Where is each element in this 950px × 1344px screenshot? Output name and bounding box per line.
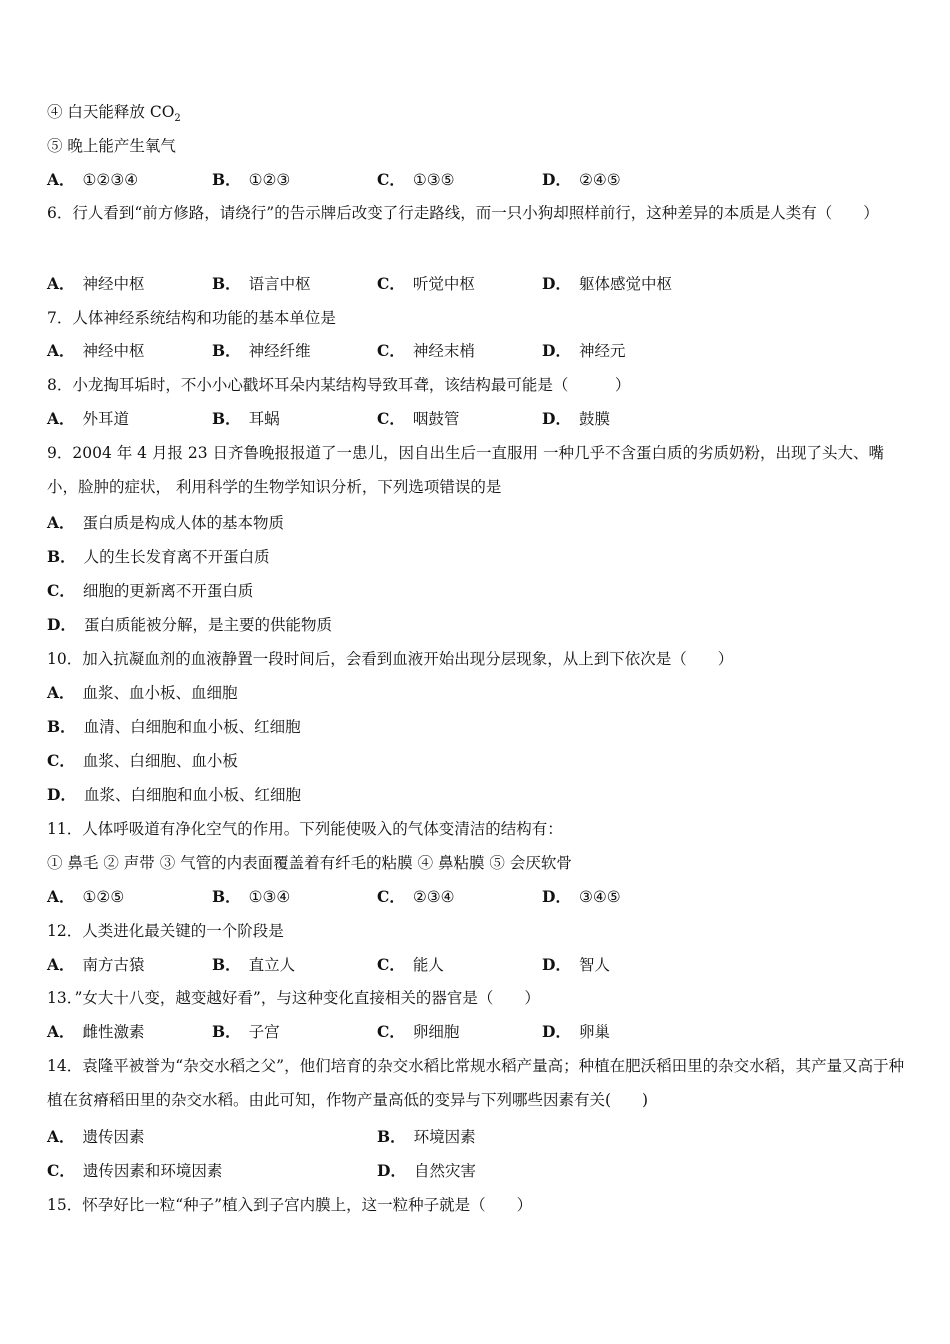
option-label: B． xyxy=(47,547,76,566)
option-label: A． xyxy=(47,1127,75,1146)
option-text: ③④⑤ xyxy=(578,888,621,906)
q8-option-d[interactable] xyxy=(542,409,610,429)
option-label: D． xyxy=(542,409,571,428)
option-text: ②④⑤ xyxy=(578,171,621,189)
option-label: A． xyxy=(47,1022,75,1041)
option-text: 细胞的更新离不开蛋白质 xyxy=(82,582,254,600)
q8-option-c[interactable] xyxy=(377,409,459,429)
option-label: A． xyxy=(47,170,75,189)
question-8-stem: 8．小龙掏耳垢时，不小小心戳坏耳朵内某结构导致耳聋，该结构最可能是（ ） xyxy=(47,376,631,394)
option-label: C． xyxy=(377,274,405,293)
option-text: ①②③④ xyxy=(82,171,139,189)
q5-stmt4-text: ④ 白天能释放 CO xyxy=(47,103,175,121)
option-text: 神经末梢 xyxy=(412,342,475,360)
option-label: B． xyxy=(377,1127,406,1146)
q13-option-c[interactable] xyxy=(377,1022,459,1042)
option-text: 直立人 xyxy=(248,956,296,974)
option-label: B． xyxy=(212,955,241,974)
q13-option-a[interactable] xyxy=(47,1022,145,1042)
option-text: 血浆、白细胞、血小板 xyxy=(82,752,238,770)
option-text: 神经纤维 xyxy=(248,342,311,360)
question-12-stem: 12．人类进化最关键的一个阶段是 xyxy=(47,922,284,940)
q7-option-d[interactable] xyxy=(542,341,625,361)
option-text: 子宫 xyxy=(248,1023,280,1041)
q12-option-d[interactable] xyxy=(542,955,610,975)
option-text: 耳蜗 xyxy=(248,410,280,428)
question-11-options xyxy=(47,887,905,907)
option-text: 雌性激素 xyxy=(82,1023,145,1041)
q14-option-b[interactable] xyxy=(377,1127,476,1147)
q11-option-a[interactable] xyxy=(47,887,124,907)
question-5-statement-4 xyxy=(47,102,181,129)
option-label: D． xyxy=(377,1161,406,1180)
option-label: D． xyxy=(542,955,571,974)
option-text: 血清、白细胞和血小板、红细胞 xyxy=(83,718,301,736)
q13-option-d[interactable] xyxy=(542,1022,610,1042)
q5-stmt4-subscript: 2 xyxy=(174,113,181,125)
question-9-stem: 9．2004 年 4 月报 23 日齐鲁晚报报道了一患儿，因自出生后一直服用 一种几乎不含蛋白质的劣质奶粉，出现了头大、嘴小，脸肿的症状， 利用科学的生物学知识分析，下列选项错误的是 xyxy=(47,444,884,496)
q7-option-c[interactable] xyxy=(377,341,475,361)
q5-option-c[interactable] xyxy=(377,170,455,190)
option-text: 卵巢 xyxy=(578,1023,610,1041)
q9-option-a[interactable] xyxy=(47,513,284,533)
q5-option-d[interactable] xyxy=(542,170,621,190)
option-label: A． xyxy=(47,513,75,532)
q11-option-c[interactable] xyxy=(377,887,455,907)
option-text: 蛋白质是构成人体的基本物质 xyxy=(82,514,285,532)
q10-option-b[interactable] xyxy=(47,717,301,737)
option-label: D． xyxy=(542,170,571,189)
option-label: D． xyxy=(542,341,571,360)
q11-option-b[interactable] xyxy=(212,887,290,907)
option-text: 遗传因素和环境因素 xyxy=(82,1162,223,1180)
option-text: ①②⑤ xyxy=(82,888,125,906)
q5-option-b[interactable] xyxy=(212,170,290,190)
question-14-options-row2 xyxy=(47,1161,905,1181)
option-label: C． xyxy=(47,751,75,770)
q12-option-a[interactable] xyxy=(47,955,145,975)
question-15-stem: 15．怀孕好比一粒“种子”植入到子宫内膜上，这一粒种子就是（ ） xyxy=(47,1196,533,1214)
option-label: A． xyxy=(47,955,75,974)
q9-option-d[interactable] xyxy=(47,615,332,635)
question-5-options xyxy=(47,170,905,190)
option-text: 血浆、血小板、血细胞 xyxy=(82,684,238,702)
option-label: C． xyxy=(47,1161,75,1180)
q10-option-c[interactable] xyxy=(47,751,238,771)
option-label: B． xyxy=(212,409,241,428)
option-text: 鼓膜 xyxy=(578,410,610,428)
question-11-statements: ① 鼻毛 ② 声带 ③ 气管的内表面覆盖着有纤毛的粘膜 ④ 鼻粘膜 ⑤ 会厌软骨 xyxy=(47,854,572,872)
question-5-statement-5: ⑤ 晚上能产生氧气 xyxy=(47,137,176,155)
option-text: 外耳道 xyxy=(82,410,130,428)
q8-option-a[interactable] xyxy=(47,409,129,429)
option-text: 人的生长发育离不开蛋白质 xyxy=(83,548,270,566)
option-label: C． xyxy=(377,170,405,189)
option-label: A． xyxy=(47,887,75,906)
option-label: C． xyxy=(377,887,405,906)
q10-option-d[interactable] xyxy=(47,785,301,805)
question-6-options xyxy=(47,274,905,294)
q12-option-b[interactable] xyxy=(212,955,295,975)
option-label: A． xyxy=(47,274,75,293)
option-label: A． xyxy=(47,683,75,702)
question-14-options-row1 xyxy=(47,1127,905,1147)
option-label: B． xyxy=(47,717,76,736)
option-label: B． xyxy=(212,1022,241,1041)
question-10-stem: 10．加入抗凝血剂的血液静置一段时间后，会看到血液开始出现分层现象，从上到下依次是（ ） xyxy=(47,650,734,668)
option-text: 神经元 xyxy=(578,342,626,360)
q14-option-c[interactable] xyxy=(47,1161,222,1181)
option-label: D． xyxy=(47,615,76,634)
q7-option-a[interactable] xyxy=(47,341,145,361)
option-label: C． xyxy=(377,955,405,974)
option-label: C． xyxy=(377,341,405,360)
q14-option-d[interactable] xyxy=(377,1161,476,1181)
question-11-stem: 11．人体呼吸道有净化空气的作用。下列能使吸入的气体变清洁的结构有： xyxy=(47,820,563,838)
q6-option-c[interactable] xyxy=(377,274,475,294)
option-label: D． xyxy=(542,274,571,293)
question-6-stem: 6．行人看到“前方修路，请绕行”的告示牌后改变了行走路线，而一只小狗却照样前行，这种差异的本质是人类有（ ） xyxy=(47,204,879,222)
option-text: 卵细胞 xyxy=(412,1023,460,1041)
option-text: 南方古猿 xyxy=(82,956,145,974)
q5-option-a[interactable] xyxy=(47,170,138,190)
q9-option-b[interactable] xyxy=(47,547,270,567)
option-label: A． xyxy=(47,341,75,360)
option-label: C． xyxy=(47,581,75,600)
q14-option-a[interactable] xyxy=(47,1127,145,1147)
option-text: 能人 xyxy=(412,956,444,974)
option-label: A． xyxy=(47,409,75,428)
option-label: B． xyxy=(212,170,241,189)
option-text: 躯体感觉中枢 xyxy=(578,275,672,293)
option-text: 听觉中枢 xyxy=(412,275,475,293)
option-text: 环境因素 xyxy=(413,1128,476,1146)
option-text: ①③⑤ xyxy=(412,171,455,189)
q12-option-c[interactable] xyxy=(377,955,444,975)
option-text: 智人 xyxy=(578,956,610,974)
option-label: D． xyxy=(542,887,571,906)
question-7-stem: 7．人体神经系统结构和功能的基本单位是 xyxy=(47,309,336,327)
q11-option-d[interactable] xyxy=(542,887,621,907)
q9-option-c[interactable] xyxy=(47,581,253,601)
option-label: C． xyxy=(377,1022,405,1041)
option-text: 自然灾害 xyxy=(413,1162,476,1180)
option-text: 语言中枢 xyxy=(248,275,311,293)
option-text: ①③④ xyxy=(248,888,291,906)
option-text: ①②③ xyxy=(248,171,291,189)
q7-option-b[interactable] xyxy=(212,341,311,361)
question-13-options xyxy=(47,1022,905,1042)
option-text: 咽鼓管 xyxy=(412,410,460,428)
option-text: ②③④ xyxy=(412,888,455,906)
q6-option-d[interactable] xyxy=(542,274,672,294)
q10-option-a[interactable] xyxy=(47,683,238,703)
q6-option-b[interactable] xyxy=(212,274,311,294)
q6-option-a[interactable] xyxy=(47,274,145,294)
option-text: 血浆、白细胞和血小板、红细胞 xyxy=(83,786,301,804)
question-12-options xyxy=(47,955,905,975)
option-label: B． xyxy=(212,341,241,360)
option-text: 蛋白质能被分解，是主要的供能物质 xyxy=(83,616,332,634)
option-text: 神经中枢 xyxy=(82,342,145,360)
option-label: B． xyxy=(212,887,241,906)
question-14-stem: 14．袁隆平被誉为“杂交水稻之父”，他们培育的杂交水稻比常规水稻产量高；种植在肥沃稻田里的杂交水稻，其产量又高于种植在贫瘠稻田里的杂交水稻。由此可知，作物产量高低的变异与下列哪些因素有关( ) xyxy=(47,1057,905,1109)
q13-option-b[interactable] xyxy=(212,1022,280,1042)
question-8-options xyxy=(47,409,905,429)
option-label: D． xyxy=(47,785,76,804)
option-label: D． xyxy=(542,1022,571,1041)
q8-option-b[interactable] xyxy=(212,409,280,429)
option-text: 神经中枢 xyxy=(82,275,145,293)
option-label: B． xyxy=(212,274,241,293)
question-7-options xyxy=(47,341,905,361)
option-text: 遗传因素 xyxy=(82,1128,145,1146)
question-13-stem: 13．”女大十八变，越变越好看”，与这种变化直接相关的器官是（ ） xyxy=(47,989,540,1007)
option-label: C． xyxy=(377,409,405,428)
